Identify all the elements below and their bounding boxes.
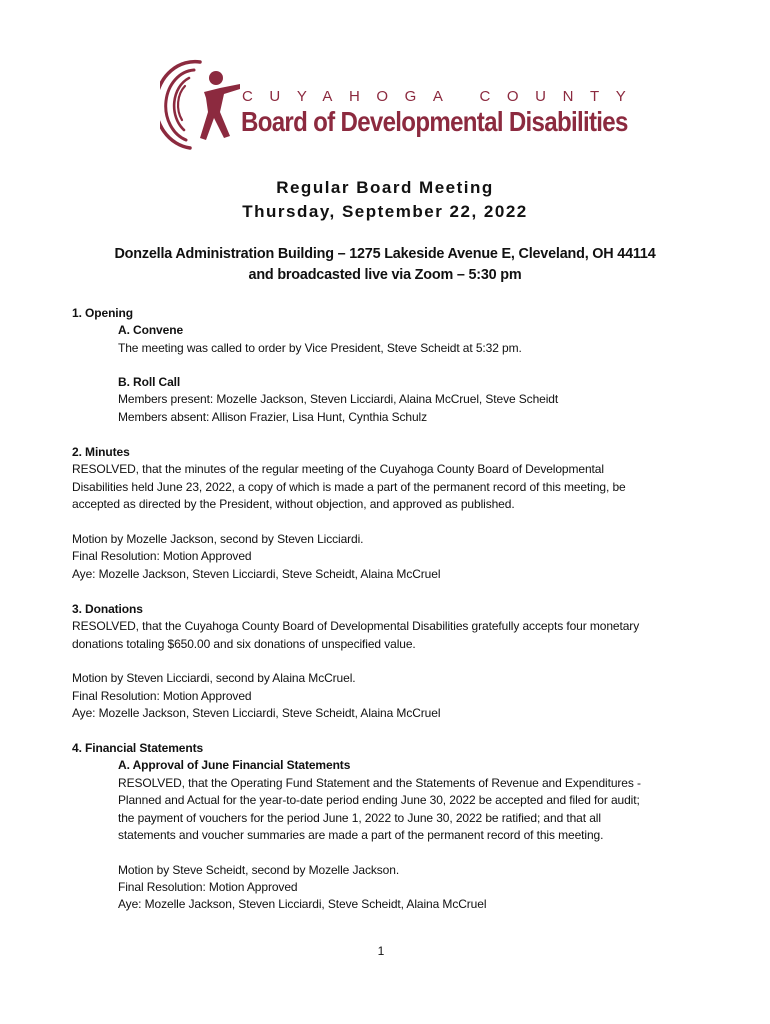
section-donations-heading: 3. Donations: [72, 602, 143, 616]
convene-text: The meeting was called to order by Vice President, Steve Scheidt at 5:32 pm.: [118, 341, 522, 355]
person-arcs-logo-icon: [160, 56, 242, 156]
minutes-aye: Aye: Mozelle Jackson, Steven Licciardi, Steve Scheidt, Alaina McCruel: [72, 567, 441, 581]
financial-line: statements and voucher summaries are made a part of the permanent record of this meeting.: [118, 828, 604, 842]
roll-call-heading: B. Roll Call: [118, 375, 181, 389]
convene-heading: A. Convene: [118, 323, 184, 337]
donations-aye: Aye: Mozelle Jackson, Steven Licciardi, Steve Scheidt, Alaina McCruel: [72, 706, 441, 720]
section-financial-heading: 4. Financial Statements: [72, 741, 204, 755]
section-minutes-heading: 2. Minutes: [72, 445, 130, 459]
section-opening-heading: 1. Opening: [72, 306, 134, 320]
minutes-line: RESOLVED, that the minutes of the regular meeting of the Cuyahoga County Board of Developmental: [72, 462, 604, 476]
donations-line: donations totaling $650.00 and six donations of unspecified value.: [72, 637, 416, 651]
donations-motion: Motion by Steven Licciardi, second by Alaina McCruel.: [72, 671, 356, 685]
financial-motion: Motion by Steve Scheidt, second by Mozelle Jackson.: [118, 863, 400, 877]
minutes-line: Disabilities held June 23, 2022, a copy of which is made a part of the permanent record of this meeting, be: [72, 480, 626, 494]
financial-line: RESOLVED, that the Operating Fund Statement and the Statements of Revenue and Expenditures -: [118, 776, 641, 790]
financial-aye: Aye: Mozelle Jackson, Steven Licciardi, Steve Scheidt, Alaina McCruel: [118, 897, 487, 911]
meeting-title: Regular Board Meeting: [276, 178, 494, 197]
meeting-location: Donzella Administration Building – 1275 Lakeside Avenue E, Cleveland, OH 44114: [114, 246, 656, 262]
financial-subheading: A. Approval of June Financial Statements: [118, 758, 351, 772]
members-present: Members present: Mozelle Jackson, Steven Licciardi, Alaina McCruel, Steve Scheidt: [118, 392, 559, 406]
financial-line: the payment of vouchers for the period June 1, 2022 to June 30, 2022 be ratified; and that all: [118, 811, 601, 825]
minutes-resolution: Final Resolution: Motion Approved: [72, 549, 252, 563]
meeting-date: Thursday, September 22, 2022: [242, 202, 528, 221]
minutes-line: accepted as directed by the President, without objection, and approved as published.: [72, 497, 515, 511]
organization-logo: [160, 56, 643, 156]
logo-board-text: Board of Developmental Disabilities: [241, 106, 628, 137]
members-absent: Members absent: Allison Frazier, Lisa Hunt, Cynthia Schulz: [118, 410, 428, 424]
donations-resolution: Final Resolution: Motion Approved: [72, 689, 252, 703]
minutes-motion: Motion by Mozelle Jackson, second by Steven Licciardi.: [72, 532, 364, 546]
meeting-broadcast: and broadcasted live via Zoom – 5:30 pm: [248, 267, 522, 283]
financial-line: Planned and Actual for the year-to-date period ending June 30, 2022 be accepted and filed for audit;: [118, 793, 640, 807]
financial-resolution: Final Resolution: Motion Approved: [118, 880, 298, 894]
donations-line: RESOLVED, that the Cuyahoga County Board of Developmental Disabilities gratefully accepts four monetary: [72, 619, 640, 633]
logo-county-text: CUYAHOGA COUNTY: [242, 88, 643, 105]
page-number: 1: [377, 944, 385, 958]
